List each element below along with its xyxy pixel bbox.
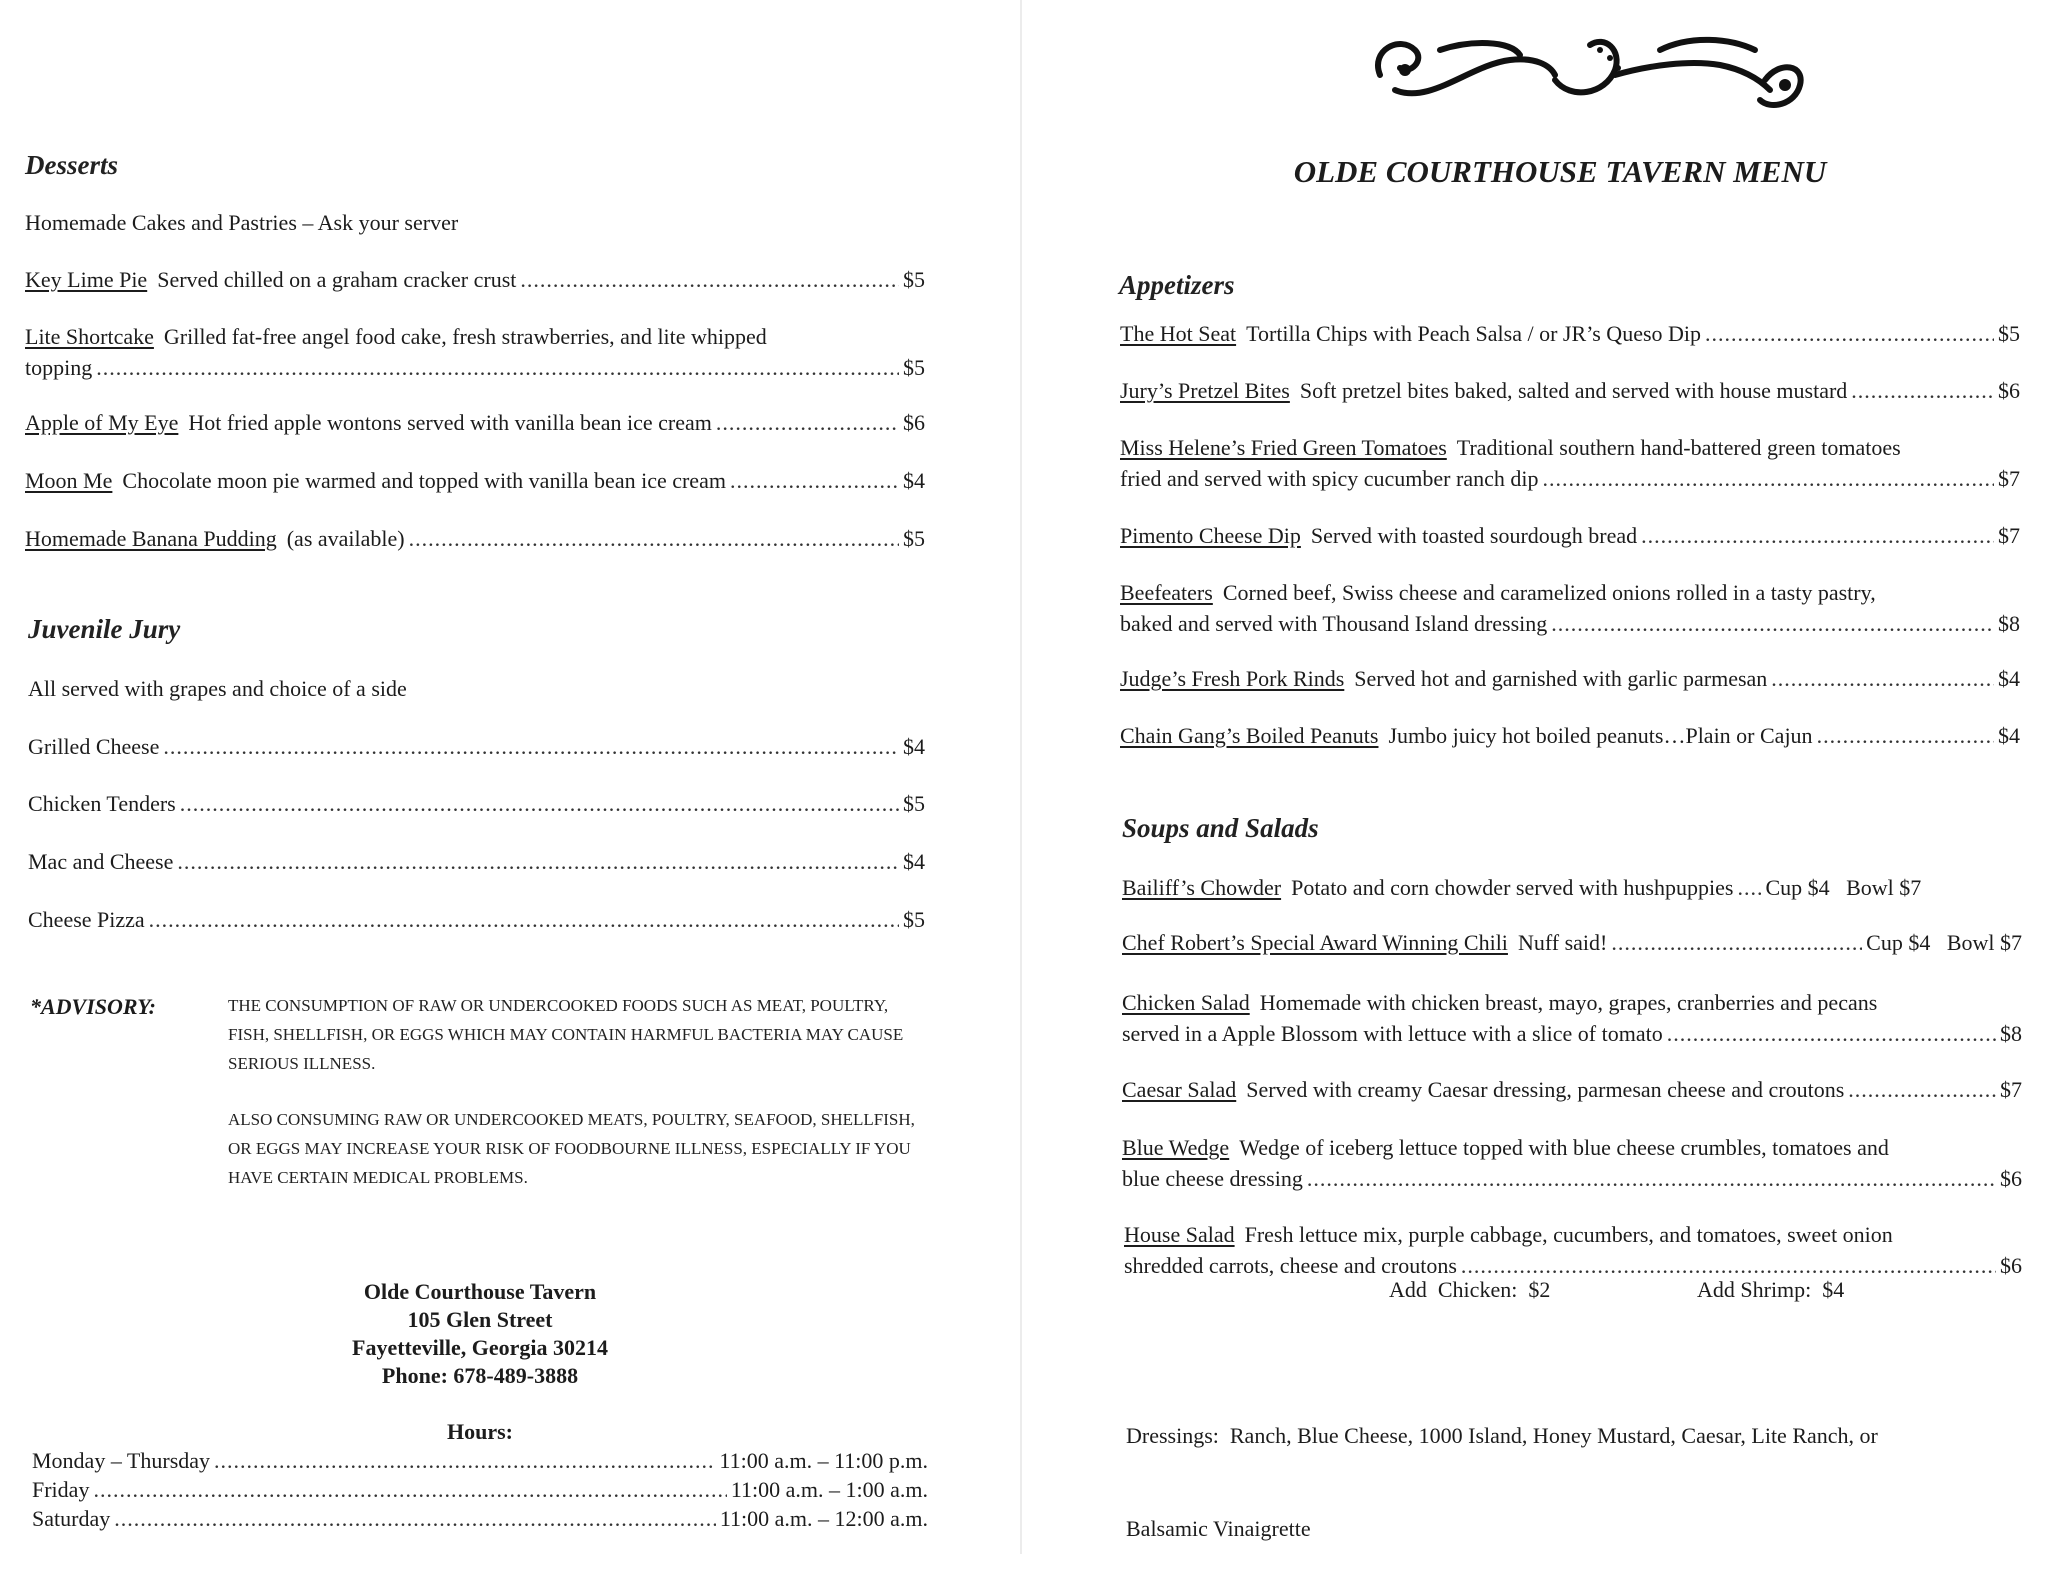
item-desc: Served with creamy Caesar dressing, parmesan cheese and croutons — [1246, 1077, 1845, 1102]
item-name: Caesar Salad — [1122, 1077, 1237, 1102]
add-chicken: Add Chicken: $2 — [1389, 1277, 1551, 1302]
item-name: Bailiff’s Chowder — [1122, 875, 1282, 900]
menu-item — [1120, 318, 2020, 349]
menu-item — [1124, 1219, 2022, 1281]
menu-item — [25, 523, 925, 554]
menu-item — [28, 846, 925, 877]
item-desc-cont: topping — [25, 355, 93, 380]
item-desc-cont: fried and served with spicy cucumber ranch dip — [1120, 466, 1539, 491]
flourish-ornament-icon — [1360, 20, 1820, 120]
item-price: $5 — [903, 907, 925, 932]
item-price: $5 — [903, 791, 925, 816]
item-name: Moon Me — [25, 468, 113, 493]
item-desc: Hot fried apple wontons served with vanilla bean ice cream — [188, 410, 712, 435]
hours-row: Saturday ..... 11:00 a.m. – 12:00 a.m. — [32, 1504, 928, 1533]
item-desc-cont: shredded carrots, cheese and croutons — [1124, 1253, 1457, 1278]
item-desc: Served chilled on a graham cracker crust — [157, 267, 517, 292]
appetizers-heading: Appetizers — [1119, 270, 1235, 300]
item-desc: Served with toasted sourdough bread — [1310, 523, 1638, 548]
menu-item — [1120, 577, 2020, 639]
item-price: $5 — [903, 355, 925, 380]
item-name: Chicken Salad — [1122, 990, 1250, 1015]
menu-item — [1120, 663, 2020, 694]
item-price: $6 — [1998, 378, 2020, 403]
item-name: Mac and Cheese — [28, 849, 174, 874]
item-name: Pimento Cheese Dip — [1120, 523, 1301, 548]
item-desc: Traditional southern hand-battered green tomatoes — [1456, 435, 1901, 460]
menu-item — [1122, 1132, 2022, 1194]
item-price: $6 — [2000, 1166, 2022, 1191]
city: Fayetteville, Georgia 30214 — [352, 1335, 608, 1360]
juvenile-heading: Juvenile Jury — [28, 614, 181, 644]
address-block — [250, 1278, 710, 1390]
menu-item — [1122, 872, 2022, 903]
item-name: Chicken Tenders — [28, 791, 176, 816]
menu-item — [1120, 520, 2020, 551]
advisory-text-1: THE CONSUMPTION OF RAW OR UNDERCOOKED FOODS SUCH AS MEAT, POULTRY, FISH, SHELLFISH, OR EGGS WHICH MAY CONTAIN HARMFUL BACTERIA MAY CAUSE SERIOUS ILLNESS. — [228, 996, 904, 1073]
item-price: $5 — [903, 526, 925, 551]
menu-item — [25, 321, 925, 383]
hours-list — [32, 1446, 928, 1533]
item-name: Beefeaters — [1120, 580, 1213, 605]
add-shrimp: Add Shrimp: $4 — [1697, 1277, 1845, 1302]
tavern-name: Olde Courthouse Tavern — [363, 1279, 597, 1304]
menu-item — [1120, 432, 2020, 494]
menu-item — [25, 465, 925, 496]
menu-item — [1122, 927, 2022, 958]
hours-title: Hours: — [447, 1419, 513, 1444]
menu-item — [25, 407, 925, 438]
menu-item — [25, 264, 925, 295]
item-price: $6 — [903, 410, 925, 435]
item-desc: (as available) — [286, 526, 405, 551]
dressings-list — [1126, 1358, 2026, 1575]
item-desc-cont: blue cheese dressing — [1122, 1166, 1303, 1191]
item-name: Cheese Pizza — [28, 907, 145, 932]
item-desc: Potato and corn chowder served with hushpuppies — [1291, 875, 1734, 900]
item-desc: Homemade with chicken breast, mayo, grapes, cranberries and pecans — [1259, 990, 1878, 1015]
item-price: $7 — [1998, 523, 2020, 548]
menu-item — [28, 788, 925, 819]
item-desc: Chocolate moon pie warmed and topped with vanilla bean ice cream — [122, 468, 726, 493]
phone: Phone: 678-489-3888 — [381, 1363, 579, 1388]
item-desc: Soft pretzel bites baked, salted and served with house mustard — [1299, 378, 1848, 403]
item-name: House Salad — [1124, 1222, 1235, 1247]
item-price: Cup $4 Bowl $7 — [1866, 930, 2022, 955]
menu-item — [28, 904, 925, 935]
item-desc: Nuff said! — [1517, 930, 1608, 955]
dressings-line-2: Balsamic Vinaigrette — [1126, 1516, 1311, 1541]
item-price: $4 — [903, 734, 925, 759]
dressings-line-1: Dressings: Ranch, Blue Cheese, 1000 Island, Honey Mustard, Caesar, Lite Ranch, or — [1126, 1423, 1878, 1448]
item-desc: Fresh lettuce mix, purple cabbage, cucumbers, and tomatoes, sweet onion — [1244, 1222, 1893, 1247]
item-name: Key Lime Pie — [25, 267, 148, 292]
item-desc: Jumbo juicy hot boiled peanuts…Plain or Cajun — [1388, 723, 1813, 748]
menu-item — [28, 731, 925, 762]
menu-item — [1122, 987, 2022, 1049]
desserts-heading: Desserts — [25, 150, 118, 180]
item-name: Grilled Cheese — [28, 734, 160, 759]
hours-row: Friday ..... 11:00 a.m. – 1:00 a.m. — [32, 1475, 928, 1504]
menu-item — [1120, 720, 2020, 751]
item-price: Cup $4 Bowl $7 — [1765, 875, 1922, 900]
item-name: The Hot Seat — [1120, 321, 1237, 346]
item-name: Chef Robert’s Special Award Winning Chili — [1122, 930, 1508, 955]
item-price: $5 — [903, 267, 925, 292]
item-price: $6 — [2000, 1253, 2022, 1278]
soups-heading: Soups and Salads — [1122, 813, 1319, 843]
item-name: Miss Helene’s Fried Green Tomatoes — [1120, 435, 1447, 460]
menu-item — [1120, 375, 2020, 406]
item-name: Chain Gang’s Boiled Peanuts — [1120, 723, 1379, 748]
street: 105 Glen Street — [407, 1307, 553, 1332]
item-name: Apple of My Eye — [25, 410, 179, 435]
item-name: Homemade Banana Pudding — [25, 526, 277, 551]
item-name: Jury’s Pretzel Bites — [1120, 378, 1290, 403]
item-name: Judge’s Fresh Pork Rinds — [1120, 666, 1345, 691]
menu-title: OLDE COURTHOUSE TAVERN MENU — [1293, 154, 1827, 189]
item-name: Lite Shortcake — [25, 324, 154, 349]
item-price: $4 — [1998, 723, 2020, 748]
item-desc: Corned beef, Swiss cheese and caramelized onions rolled in a tasty pastry, — [1222, 580, 1876, 605]
item-desc: Grilled fat-free angel food cake, fresh strawberries, and lite whipped — [163, 324, 767, 349]
juvenile-intro: All served with grapes and choice of a side — [28, 676, 407, 701]
item-price: $8 — [1998, 611, 2020, 636]
item-name: Blue Wedge — [1122, 1135, 1230, 1160]
item-price: $4 — [903, 849, 925, 874]
hours-row: Monday – Thursday ..... 11:00 a.m. – 11:00 p.m. — [32, 1446, 928, 1475]
item-price: $4 — [1998, 666, 2020, 691]
item-price: $4 — [903, 468, 925, 493]
page-fold — [1020, 0, 1022, 1554]
item-price: $8 — [2000, 1021, 2022, 1046]
item-desc: Served hot and garnished with garlic parmesan — [1354, 666, 1768, 691]
desserts-intro: Homemade Cakes and Pastries – Ask your server — [25, 210, 459, 235]
item-desc-cont: baked and served with Thousand Island dressing — [1120, 611, 1548, 636]
item-desc-cont: served in a Apple Blossom with lettuce with a slice of tomato — [1122, 1021, 1663, 1046]
menu-item — [1122, 1074, 2022, 1105]
item-price: $7 — [2000, 1077, 2022, 1102]
advisory-text-2: ALSO CONSUMING RAW OR UNDERCOOKED MEATS, POULTRY, SEAFOOD, SHELLFISH, OR EGGS MAY INCREASE YOUR RISK OF FOODBOURNE ILLNESS, ESPECIALLY IF YOU HAVE CERTAIN MEDICAL PROBLEMS. — [228, 1110, 915, 1187]
advisory-label: *ADVISORY: — [30, 994, 156, 1019]
item-desc: Tortilla Chips with Peach Salsa / or JR’s Queso Dip — [1246, 321, 1702, 346]
item-price: $7 — [1998, 466, 2020, 491]
item-price: $5 — [1998, 321, 2020, 346]
item-desc: Wedge of iceberg lettuce topped with blue cheese crumbles, tomatoes and — [1239, 1135, 1889, 1160]
